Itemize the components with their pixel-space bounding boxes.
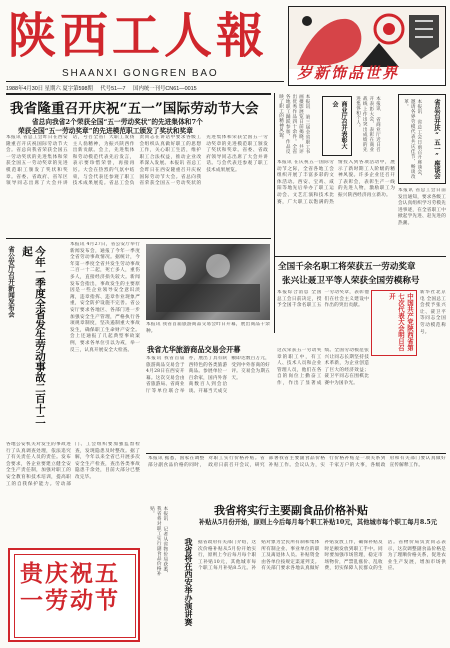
right-feature-box: 省总召开庆“五一”座谈会 本报讯 省总工会日前召开座谈会，邀请各界劳模代表共庆佳节，畅谈改革。 [398, 94, 446, 184]
issue-number: 国内统一刊号CN61—0015 [133, 86, 197, 92]
ad-title: 岁新饰品世界 [297, 64, 400, 82]
right-column-title: 省总召开庆“五一”座谈会 [433, 99, 441, 179]
headline-subtitle-2: 荣获全国“五一劳动奖章”的先进模范职工颁发了奖状和奖章 [18, 127, 193, 135]
police-press-subtitle: 省公安厅召开新闻发布会 [7, 246, 15, 318]
left-lower-body: 各地公安机关对发生的事故进行了认真调查处理，依法追究了有关责任人员的责任。发布会要求，各企业要建立健全安全生产责任制，加强对职工的安全教育和技术培训，提高职工的自我保护能力。劳动部门、工会组织要加强监督检查，发现隐患及时整改。据了解，今年以来全省已开展多次安全生产检查，查出各类事故隐患千余处，目前大部分已整改完毕。 [6, 442, 140, 487]
photo-caption: 我省尤华旅游商品交易会开幕 [147, 345, 241, 354]
headline-body: 本报讯 省总工会昨日在西安隆重召开庆祝国际劳动节大会。省总向我省荣获全国五一劳动奖状的先进集体和荣获全国五一劳动奖章的先进模范职工颁发了奖状和奖章。省委、省政府、省军区领导同志出席了大会并讲话，号召全省广大职工发扬主人翁精神，为振兴陕西作出新贡献。会上，先进集体和劳动模范代表先后发言，表示要珍惜荣誉，再接再厉。大会在热烈的气氛中结束，与会代表还参观了职工技术成果展览。省总工会负责同志在讲话中要求各级工会组织认真做好职工的思想工作，关心职工生活，维护职工合法权益，推动企业改革深入发展。本报讯 省总工会昨日在西安隆重召开庆祝国际劳动节大会。省总向我省荣获全国五一劳动奖状的先进集体和荣获全国五一劳动奖章的先进模范职工颁发了奖状和奖章。省委、省政府领导同志出席了大会并讲话。与会代表还参观了职工技术成果展览。 [6, 135, 268, 187]
right-column-notes: 本报讯 第三届全省职工书画摄影展览日前揭晓，共评出优秀作品四十余件。全省各地职工踊跃参加，作品反映了职工的精神风貌。 [278, 94, 310, 154]
price-headline: 我省将实行主要副食品价格补贴 [214, 504, 368, 517]
national-body-lower: 这次荣获五一劳动奖章的职工中，有工人、技术人员和企业管理人员，他们在各自的岗位上勤奋工作，作出了显著成绩。全国劳动模范张兴让同志长期坚持技术革新，为企业创造了巨大的经济效益；聂卫平同志在围棋比赛中为国争光。 [277, 348, 369, 386]
price-body: 据省政府有关部门介绍，这次价格补贴从5月份开始实行，原则上今后每月每个职工补贴10元，其他城市每个职工每月补贴8.5元。补贴对象为全民所有制和集体所有制企业、事业单位的职工及离退休人员。补贴资金由各单位按规定渠道列支。有关部门要求各地认真做好补贴发放工作，确保补贴及时足额发放到职工手中。同时要加强市场管理，稳定市场物价，严禁乱涨价、乱收费，切实保障人民群众的生活。省物价局负责同志表示，这次调整副食品价格是为了理顺价格关系，促进农业生产发展，增加市场供应。 [198, 540, 446, 572]
national-headline-2: 张兴让聂卫平等人荣获全国劳模称号 [282, 276, 420, 286]
holiday-seal-stamp [8, 548, 140, 642]
newspaper-pinyin: SHAANXI GONGREN BAO [62, 68, 219, 79]
right-lower-body: 本报讯 省总工会日前发出通知，要求各级工会认真组织学习劳模先进事迹，在全省职工中掀起学先进、赶先进的热潮。 [398, 188, 446, 226]
national-body-right: 新华社北京电 全国总工会授予张兴让、聂卫平等同志全国劳动模范称号。 [420, 290, 446, 335]
police-press-headline: 今年一季度全省发生劳动事故二百十二起 [21, 246, 46, 425]
police-press-body: 本报讯 4月27日，省公安厅举行新闻发布会，通报了今年一季度全省劳动事故情况。据统计，今年第一季度全省共发生劳动事故二百一十二起，死亡多人，重伤多人，直接经济损失较大。新闻发布会指出，事故发生的主要原因是一些企业领导安全意识淡薄，违章指挥、违章作业现象严重，安全防护设施不完善。省公安厅要求各地区、各部门进一步加强安全生产管理，严格执行各项规章制度，坚决遏制重大事故发生，确保职工生命财产安全。会上还通报了几起典型事故案例，要求各单位引以为戒，举一反三，认真开展安全大检查。 [70, 242, 140, 353]
national-body-left: 本报综合消息 全国总工会日前决定，授予全国千余名职工五一劳动奖章，表彰他们在社会主义建设中作出的突出贡献。 [277, 290, 369, 309]
postal-code: 代号51—7 [100, 86, 126, 92]
price-subheadline [196, 518, 440, 527]
party-congress-text: 中国共产党陕西省第七次代表大会明日召开 [388, 293, 414, 351]
commerce-box [322, 96, 352, 156]
price-subheadline-text: 补贴从5月份开始，原则上今后每月每个职工补贴10元，其他城市每个职工每月8.5元 [198, 519, 438, 526]
main-headline: 我省隆重召开庆祝“五一”国际劳动节大会 [10, 101, 259, 117]
issue-date: 1988年4月30日 星期六 夏字第598期 [6, 86, 93, 92]
newspaper-title: 陕西工人報 [8, 8, 269, 64]
price-top-body: 本报讯 据悉，国家在调整部分副食品价格的同时，对职工实行价格补贴。省政府日前召开会议，研究部署我省主要副食品价格补贴工作。会议认为，实行价格补贴是一项关系到千家万户的大事，各级政府和有关部门要认真做好宣传解释工作。 [148, 456, 446, 468]
photo-caption-body: 本报讯 我省首届旅游商品交易会昨日开幕，展出商品千余种。 [146, 322, 270, 334]
price-vertical-text: 本报讯 记者从省物价局获悉，我省将对职工实行副食品价格补贴。 [149, 506, 168, 576]
news-photo [146, 244, 270, 320]
masthead-advertisement [288, 6, 446, 86]
commerce-headline: 商业厅召开表彰大会 [331, 101, 347, 149]
date-line [6, 84, 197, 92]
party-congress-box [371, 290, 417, 356]
national-headline-1: 全国千余名职工将荣获五一劳动奖章 [278, 262, 416, 272]
seal-text: 贵庆祝五一劳动节 [20, 560, 120, 614]
center-body: 本报讯 我省首届旅游商品交易会于4月28日在西安开幕。这次交易会由省旅游局、省商业厅等单位联合举办，展出了具有陕西特色的各类旅游商品。参展单位一百余家，国内外客商数百人到会洽谈。开幕当天成交额即达数百万元，受到中外客商的好评。交易会为期五天。 [146, 356, 270, 394]
speech-contest-headline: 我省将在西安举办演讲赛 [184, 538, 194, 626]
ad-illustration [289, 7, 445, 69]
right-mid-body: 本报讯 在庆祝五一国际劳动节之际，全省各地工会组织开展了丰富多彩的文体活动。西安、宝鸡、咸阳等地先后举办了职工运动会、文艺汇演和技术比赛，广大职工以饱满的热情投入到各项活动中，展示了新时期工人阶级的精神风貌。许多企业还召开了表彰会，表彰生产一线的先进人物，激励职工为振兴陕西经济再立新功。 [277, 160, 395, 205]
headline-subtitle-1: 省总向我省2个荣获全国“五一劳动奖状”的先进集体和7个 [32, 118, 203, 126]
commerce-body: 本报讯 省商业厅近日召开表彰大会，表彰在商业战线上作出突出成绩的先进集体和个人。 [355, 96, 381, 152]
